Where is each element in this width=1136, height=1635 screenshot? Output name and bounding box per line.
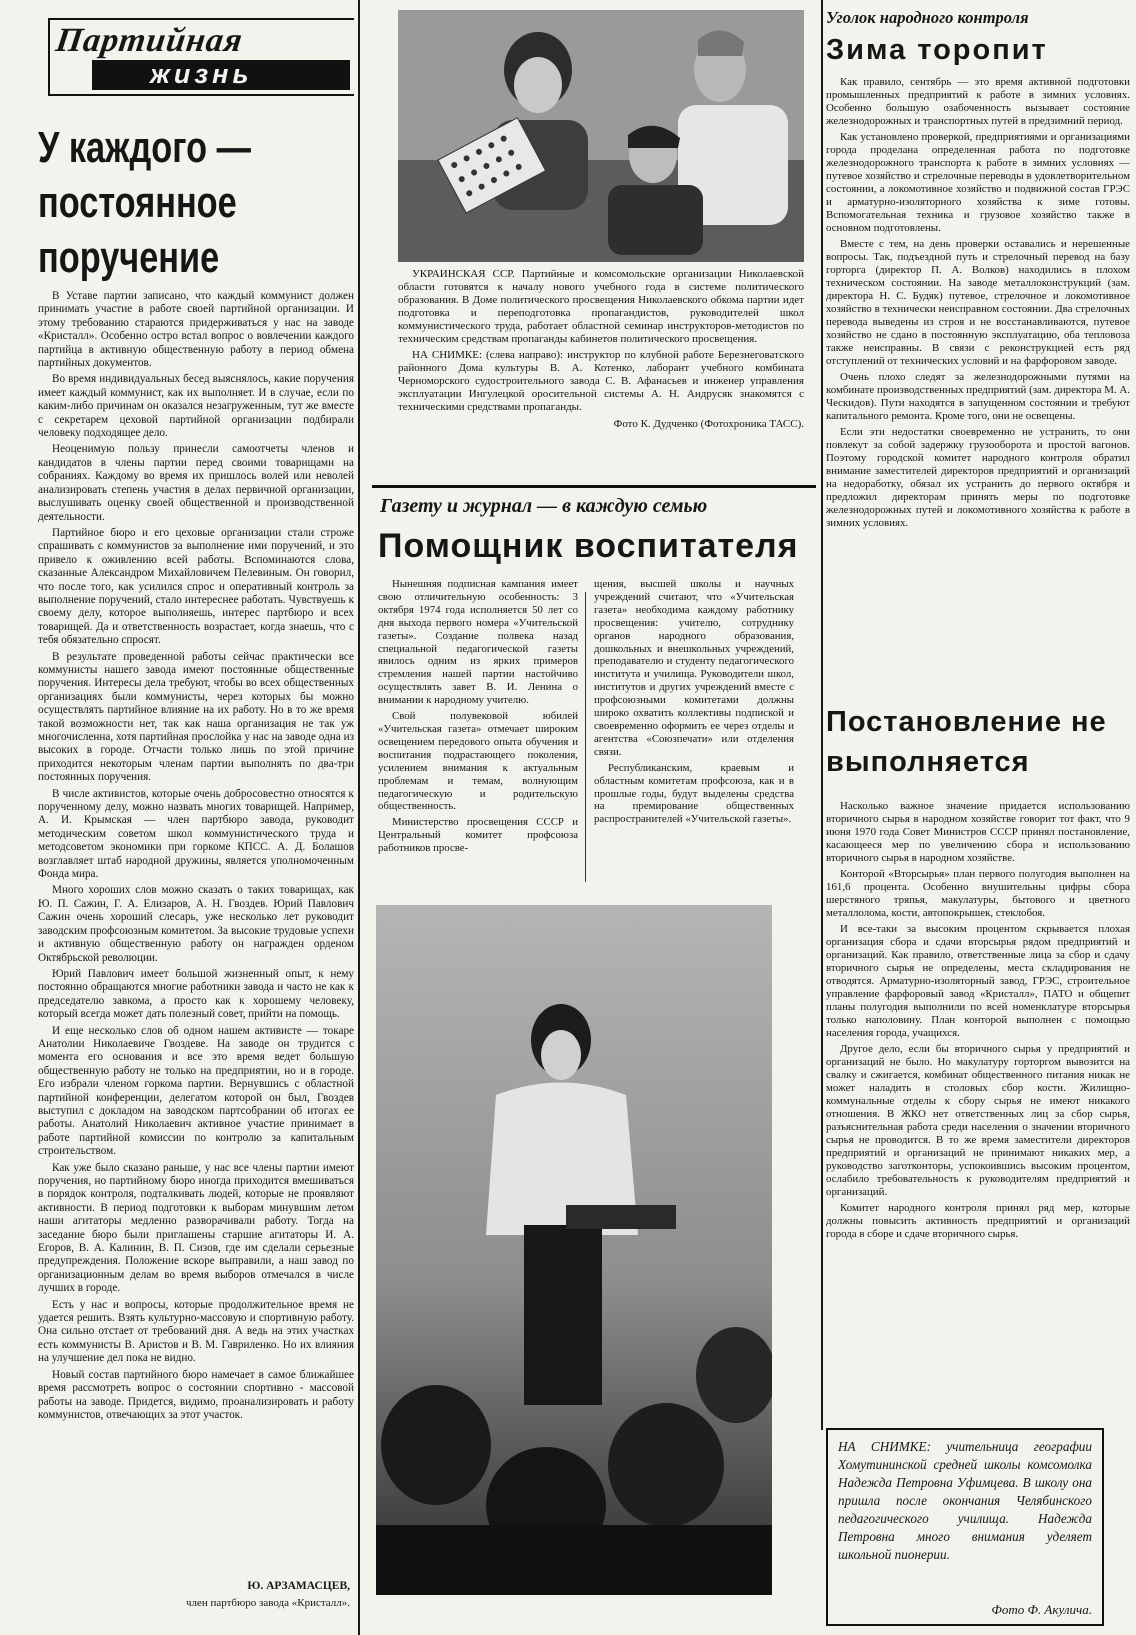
- paragraph: Конторой «Вторсырья» план первого полугодия выполнен на 161,6 процента. Особенно внушительны цифры сбора шерстяного тряпья, макулатуры, бытового и цветного металлолома, кости, автопокрышек, стеклобоя.: [826, 868, 1130, 919]
- paragraph: Есть у нас и вопросы, которые продолжительное время не удается решить. Взять культурно-массовую и спортивную работу. Она сильно отстает от требований дня. А ведь на этих участках есть коммунисты В. Аристов и В. М. Гавриленко. Но их влияния на улучшение дел пока не видно.: [38, 1298, 354, 1365]
- paragraph: В числе активистов, которые очень добросовестно относятся к порученному делу, можно назвать многих товарищей. Например, А. И. Крымская — член партбюро завода, руководит методическим советом школ коммунистического труда и методсоветом экономики при горкоме КПСС. А. Д. Болашов возглавляет штаб народной дружины, является уполномоченным Фонда мира.: [38, 787, 354, 881]
- photo1-caption: [398, 268, 804, 430]
- photo2-caption-box: [826, 1428, 1104, 1626]
- paragraph: Комитет народного контроля принял ряд мер, которые должны повысить активность предприятий и организаций города в сборе и сдаче вторичного сырья.: [826, 1202, 1130, 1240]
- caption-text: УКРАИНСКАЯ ССР. Партийные и комсомольские организации Николаевской области готовятся к началу нового учебного года в системе политического образования. В Доме политического просвещения Николаевского обкома партии идет подготовка и переподготовка пропагандистов, руководителей школ коммунистического труда, работает областной семинар инструкторов-методистов по техническим средствам пропаганды кабинетов политического просвещения.: [398, 268, 804, 345]
- article-headline: Помощник воспитателя: [378, 527, 799, 565]
- paragraph: Очень плохо следят за железнодорожными путями на комбинате производственных предприятий (зам. директора М. А. Ческидов). Пути находятся в запущенном состоянии и требуют капитального ремонта. Кроме того, они не освещены.: [826, 371, 1130, 422]
- article-col-rule: [585, 592, 586, 882]
- article2-body: [826, 800, 1130, 1420]
- paragraph: Нынешняя подписная кампания имеет свою отличительную особенность: 3 октября 1974 года исполняется 50 лет со дня выхода первого номера «Учительской газеты». Создание полвека назад специальной педагогической газеты явилось одним из ярких примеров стремления нашей партии настойчиво осуществлять завет В. И. Ленина о внимании к народному учителю.: [378, 578, 578, 707]
- paragraph: Насколько важное значение придается использованию вторичного сырья в народном хозяйстве говорит тот факт, что 9 июня 1970 года Совет Министров СССР принял постановление, касающееся мер по увеличению сбора и использованию вторичного сырья в народном хозяйстве.: [826, 800, 1130, 864]
- masthead-top-text: Партийная: [53, 22, 246, 59]
- paragraph: Как правило, сентябрь — это время активной подготовки промышленных предприятий к работе в зимних условиях. Особенно большую озабоченность вызывает состояние железнодорожных и транспортных путей в предзимний период.: [826, 76, 1130, 127]
- photo1-credit: Фото К. Дудченко (Фотохроника ТАСС).: [613, 418, 804, 430]
- paragraph: Неоценимую пользу принесли самоотчеты членов и кандидатов в члены партии перед своими товарищами на собраниях. Каждому во время их пришлось волей или неволей анализировать степень участия в делах первичной организации, выслушивать оценку своей общественной и производственной деятельности.: [38, 443, 354, 523]
- caption-note: НА СНИМКЕ: (слева направо): инструктор по клубной работе Березнеговатского районного Дома культуры В. А. Котенко, лаборант учебного комбината Черноморского судостроительного завода С. В. Афанасьев и инженер управления эксплуатации Ингулецкой оросительной системы А. Н. Андрусяк знакомятся с техническими средствами пропаганды.: [398, 349, 804, 413]
- photo-illustration: [398, 10, 804, 262]
- paragraph: Как установлено проверкой, предприятиями и организациями города проделана определенная работа по подготовке железнодорожного транспорта к работе в зимних условиях — путевое хозяйство и стрелочные переводы в удовлетворительном состоянии, а локомотивное хозяйство и подвижной состав ГРЭС и арматурно-изоляторного хозяйства к зиме готовы. Вспомогательная техника и грузовое хозяйство также в основном подготовлены.: [826, 131, 1130, 234]
- paragraph: Новый состав партийного бюро намечает в самое ближайшее время рассмотреть вопрос о состоянии спортивно - массовой работы на заводе. Придется, видимо, проанализировать и работу коммунистов, отвечающих за этот участок.: [38, 1368, 354, 1421]
- article1-body: [826, 76, 1130, 696]
- article-col-a: [378, 578, 578, 878]
- paragraph: Как уже было сказано раньше, у нас все члены партии имеют поручения, но партийному бюро иногда приходится вмешиваться в порядок контроля, подталкивать людей, которые не проявляют активности. В период подготовки к выборам минувшим летом наши агитаторы медленно разворачивали работу. Тогда на заседание бюро были приглашены старшие агитаторы И. А. Егоров, В. А. Калинин, В. П. Сизов, где им сделали серьезные предупреждения. Положение вскоре выправили, а наш завод по организационным делам во время выборов отмечался в числе лучших в городе.: [38, 1161, 354, 1295]
- right-column: [826, 0, 1132, 1635]
- photo-illustration: [376, 905, 772, 1595]
- paragraph: Много хороших слов можно сказать о таких товарищах, как Ю. П. Сажин, Г. А. Елизаров, А. Н. Гвоздев. Юрий Павлович Сажин очень хороший слесарь, уже несколько лет руководит заводским профсоюзным комитетом. За высокие трудовые успехи и активную общественную работу он награжден орденом Октябрьской революции.: [38, 884, 354, 964]
- article-headline: Зима торопит: [826, 34, 1048, 66]
- paragraph: В результате проведенной работы сейчас практически все коммунисты нашего завода имеют постоянные общественные поручения. Интересы дела требуют, чтобы во всех общественных организациях были коммунисты, через которых бы можно осуществлять партийное влияние на их работу. Но в то же время такой возможности нет, так как наша организация не так уж многочисленна, хотя партийная прослойка у нас на заводе одна из высоких в городе. Отчасти только лишь по этой причине приходится некоторым членам партии выполнять по два-три постоянных поручения.: [38, 650, 354, 784]
- photo2-credit: Фото Ф. Акулича.: [991, 1602, 1092, 1617]
- masthead-partiynaya-zhizn: [48, 18, 354, 96]
- paragraph: Если эти недостатки своевременно не устранить, то они повлекут за собой задержку грузооборота и простой вагонов. Поэтому городской комитет народного контроля обратил внимание заместителей директоров предприятий и организаций на недоработку, обязал их устранить до первого октября и предложил директорам принять меры по подготовке железнодорожных путей и локомотивного хозяйства к работе в зимних условиях.: [826, 426, 1130, 529]
- section-divider: [372, 485, 816, 488]
- article-headline: Постановление не выполняется: [826, 706, 1107, 778]
- article-body: [38, 290, 354, 1595]
- masthead-bottom-text: жизнь: [150, 59, 253, 89]
- control-rubric: Уголок народного контроля: [826, 8, 1029, 27]
- paragraph: Партийное бюро и его цеховые организации стали строже спрашивать с коммунистов за выполнение ими поручений, и это привело к оживлению всей работы. Вспоминаются слова, сказанные Александром Михайловичем Пелевиным. Он говорил, что после того, как усилился спрос и оперативный контроль за выполнение поручений, стало интереснее работать. Чувствуешь к своему делу, которое выполняешь, интерес партбюро и всех товарищей. Да и ответственность возрастает, когда знаешь, что с тебя обязательно спросят.: [38, 526, 354, 647]
- paragraph: Другое дело, если бы вторичного сырья у предприятий и организаций не было. Но макулатуру горторгом вывозится на свалку и сжигается, комбинат общественного питания никак не может наладить в столовых сбор кости. Жилищно-коммунальные отделы к сбору сырья не имеют никакого отношения. В ЖКО нет ответственных лиц за сбор сырья, разъяснительная работа среди населения о значении вторичного сырья не проводится. В то же время заместители директоров предприятий и организаций не принимают никаких мер, а руководство заготконторы, успокоившись высоким процентом, ослабило требовательность к руководителям предприятий и организаций.: [826, 1043, 1130, 1198]
- paragraph: И все-таки за высоким процентом скрывается плохая организация сбора и сдачи вторсырья рядом предприятий и организаций. Как правило, ответственные лица за сбор и сдачу вторичного сырья не определены, места складирования не отводятся. Арматурно-изоляторный завод, ГРЭС, строительное управление фарфоровый завод «Кристалл», ПАТО и общепит планы полугодия выполнили по всей номенклатуре вторсырья только наполовину. План конторой выполнен с помощью населения города, учащихся.: [826, 923, 1130, 1039]
- paragraph: Республиканским, краевым и областным комитетам профсоюза, как и в прошлые годы, будут выделены средства на премирование общественных распространителей «Учительской газеты».: [594, 761, 794, 826]
- photo-propaganda-equipment: [398, 10, 804, 262]
- article-col-b: [594, 578, 794, 878]
- photo2-caption-text: НА СНИМКЕ: учительница географии Хомутининской средней школы комсомолка Надежда Петровна Уфимцева. В школу она пришла после окончания Челябинского педагогического училища. Надежда Петровна много внимания уделяет школьной пионерии.: [838, 1439, 1092, 1562]
- subscription-rubric: Газету и журнал — в каждую семью: [380, 495, 708, 517]
- paragraph: И еще несколько слов об одном нашем активисте — токаре Анатолии Николаевиче Гвоздеве. На заводе он трудится с момента его основания и все это время ведет большую общественную работу не только на предприятии, но и в городе. Его избрали членом горкома партии. Вернувшись с областной партийной конференции, делегатом которой он был, Гвоздев выступил с докладом на заводском партсобрании об итогах ее работы. Анатолий Николаевич активное участие принимает в работе партийной комиссии по контролю за капитальным строительством.: [38, 1024, 354, 1158]
- signature-role: член партбюро завода «Кристалл».: [185, 1597, 350, 1609]
- article-headline: У каждого — постоянное поручение: [38, 123, 251, 282]
- paragraph: Во время индивидуальных бесед выяснялось, какие поручения имеет каждый коммунист, как их выполняет. И в случае, если по каким-либо причинам он оказался незагруженным, тут же вместе с секретарем цеховой партийной организации подбирали человеку подходящее дело.: [38, 373, 354, 440]
- paragraph: В Уставе партии записано, что каждый коммунист должен принимать участие в работе своей партийной организации. И этому требованию стараются придерживаться у нас на заводе «Кристалл». Особенно остро встал вопрос о вовлечении каждого партийца в активную общественную работу в период обмена партийных документов.: [38, 290, 354, 370]
- paragraph: Вместе с тем, на день проверки оставались и нерешенные вопросы. Так, подъездной путь и стрелочный перевод на базу горторга (директор П. А. Волков) находились в плохом техническом состоянии. На заводе металлоконструкций (зам. директора Н. С. Будяк) путевое, стрелочное и локомотивное хозяйство в технически неисправном состоянии. Два стрелочных перевода выведены из строя и не восстанавливаются, путевое хозяйство не сдано в постоянную эксплуатацию, оба тепловоза также неисправны. В связи с реконструкцией есть ряд отступлений от технических условий и на фарфоровом заводе.: [826, 238, 1130, 367]
- signature-name: Ю. АРЗАМАСЦЕВ,: [247, 1580, 350, 1592]
- paragraph: щения, высшей школы и научных учреждений считают, что «Учительская газета» необходима каждому работнику просвещения: учителю, сотруднику органов народного образования, дошкольных и внешкольных учреждений, преподавателю и студенту педагогического института и училища. Руководители школ, институтов и других учреждений вместе с профсоюзными комитетами должны широко охватить коллективы подпиской и своевременно оформить ее через отделы и агентства «Союзпечати» или отделения связи.: [594, 578, 794, 758]
- left-column: [38, 0, 354, 1635]
- photo-teacher: [376, 905, 772, 1595]
- middle-column: [362, 0, 818, 1635]
- paragraph: Свой полувековой юбилей «Учительская газета» отмечает широким освещением передового опыта обучения и воспитания подрастающего поколения, усилением внимания к актуальным проблемам и темам, волнующим педагогическую и родительскую общественность.: [378, 710, 578, 813]
- paragraph: Юрий Павлович имеет большой жизненный опыт, к нему постоянно обращаются многие работники завода и часто не как к председателю завкома, а просто как к хорошему человеку, который всегда может дать полезный совет, прийти на помощь.: [38, 967, 354, 1021]
- column-rule-left: [358, 0, 360, 1635]
- paragraph: Министерство просвещения СССР и Центральный комитет профсоюза работников просве-: [378, 816, 578, 855]
- column-rule-right: [821, 0, 823, 1430]
